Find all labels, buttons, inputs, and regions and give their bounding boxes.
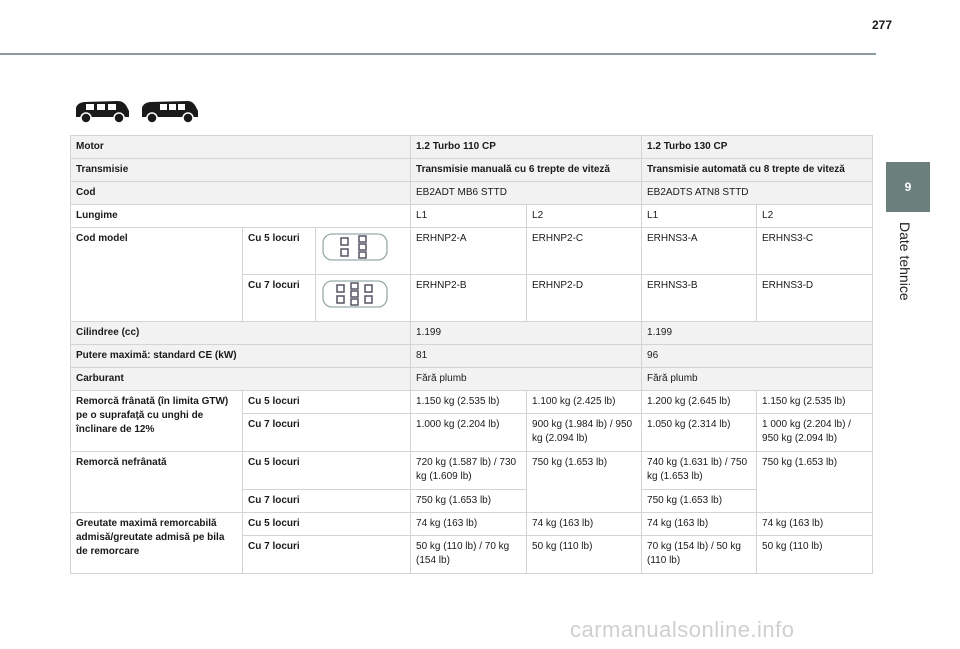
seat-layout-7-icon (321, 279, 389, 309)
row-cilindree: Cilindree (cc) 1.199 1.199 (71, 322, 873, 345)
chapter-tab[interactable]: 9 (886, 162, 930, 212)
row-lungime: Lungime L1 L2 L1 L2 (71, 205, 873, 228)
seat-icon-cell (316, 275, 411, 322)
row-greutate-7: Cu 7 locuri 50 kg (110 lb) / 70 kg (154 lb) 50 kg (110 lb) 70 kg (154 lb) / 50 kg (110 lb) 50 kg (110 lb) (71, 536, 873, 574)
row-label: Motor (71, 136, 411, 159)
row-greutate-5: Greutate maximă remorcabilă admisă/greutate admisă pe bila de remorcare Cu 5 locuri 74 kg (163 lb) 74 kg (163 lb) 74 kg (163 lb) 74 kg (163 lb) (71, 513, 873, 536)
row-motor: Motor 1.2 Turbo 110 CP 1.2 Turbo 130 CP (71, 136, 873, 159)
seat-layout-5-icon (321, 232, 389, 262)
row-remorca-franata-7: Cu 7 locuri 1.000 kg (2.204 lb) 900 kg (1.984 lb) / 950 kg (2.094 lb) 1.050 kg (2.314 lb) 1 000 kg (2.204 lb) / 950 kg (2.094 lb) (71, 414, 873, 452)
chapter-title: Date tehnice (897, 222, 913, 301)
watermark: carmanualsonline.info (570, 617, 795, 642)
row-remorca-nefranata-5: Remorcă nefrânată Cu 5 locuri 720 kg (1.587 lb) / 730 kg (1.609 lb) 750 kg (1.653 lb) 740 kg (1.631 lb) / 750 kg (1.653 lb) 750 kg (1.653 lb) (71, 452, 873, 490)
vehicle-icons (72, 97, 200, 125)
row-putere: Putere maximă: standard CE (kW) 81 96 (71, 345, 873, 368)
van-long-icon (140, 97, 200, 125)
row-transmisie: Transmisie Transmisie manuală cu 6 trepte de viteză Transmisie automată cu 8 trepte de viteză (71, 159, 873, 182)
row-cod-model-7: Cu 7 locuri ERHNP2-B ERHNP2-D ERHNS3-B ERHNS3-D (71, 275, 873, 322)
specs-table (70, 135, 873, 574)
row-cod: Cod EB2ADT MB6 STTD EB2ADTS ATN8 STTD (71, 182, 873, 205)
row-remorca-nefranata-7: Cu 7 locuri 750 kg (1.653 lb) 750 kg (1.653 lb) (71, 490, 873, 513)
row-cod-model-5: Cod model Cu 5 locuri ERHNP2-A ERHNP2-C ERHNS3-A ERHNS3-C (71, 228, 873, 275)
header-divider (0, 53, 876, 55)
row-remorca-franata-5: Remorcă frânată (în limita GTW) pe o suprafaţă cu unghi de înclinare de 12% Cu 5 locuri 1.150 kg (2.535 lb) 1.100 kg (2.425 lb) 1.200 kg (2.645 lb) 1.150 kg (2.535 lb) (71, 391, 873, 414)
page-number: 277 (872, 18, 893, 32)
seat-icon-cell (316, 228, 411, 275)
van-short-icon (72, 97, 132, 125)
row-carburant: Carburant Fără plumb Fără plumb (71, 368, 873, 391)
